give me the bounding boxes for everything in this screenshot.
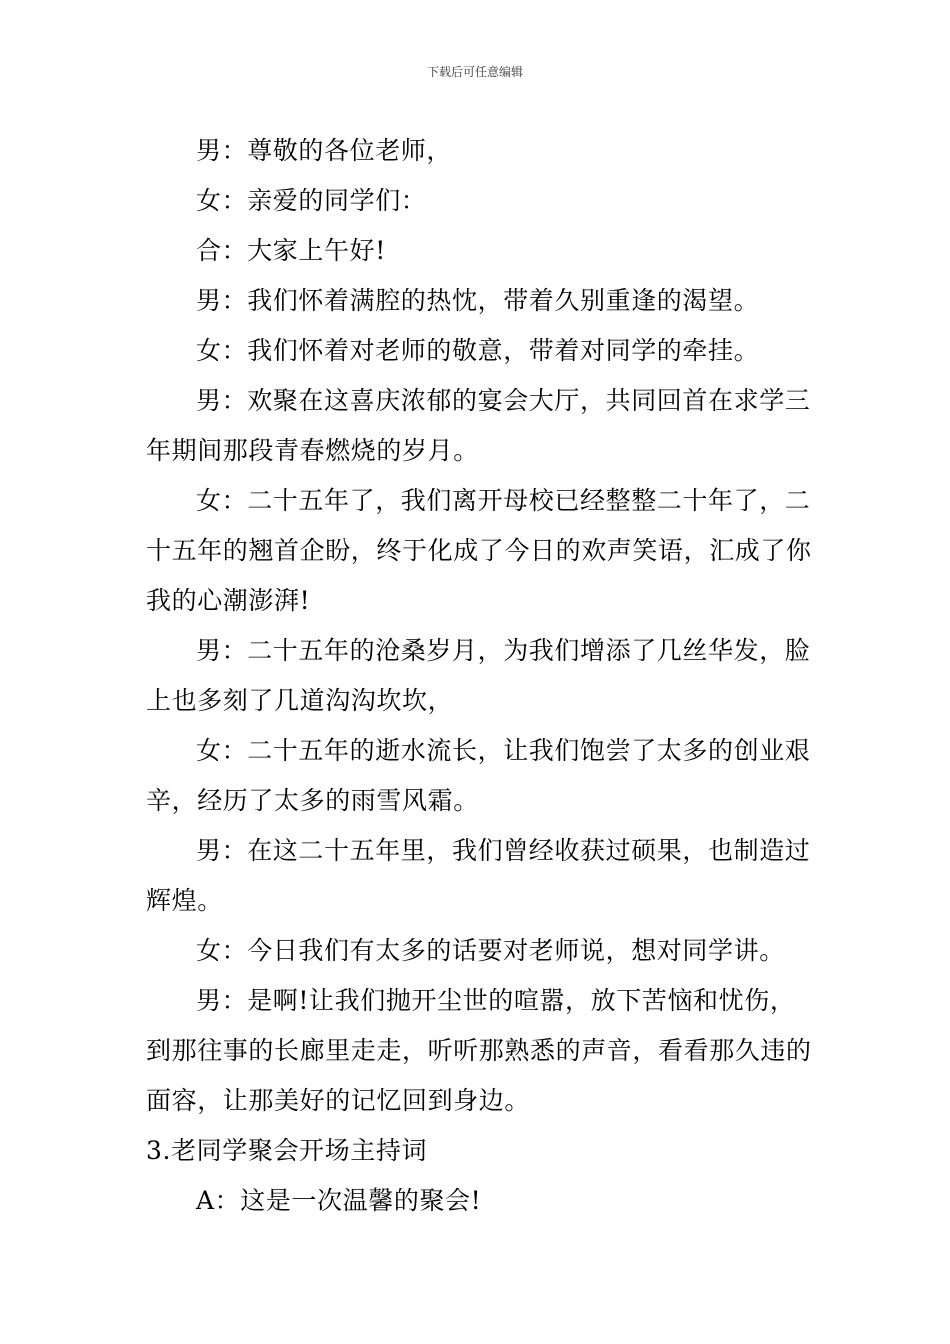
paragraph: 女：二十五年了，我们离开母校已经整整二十年了，二十五年的翘首企盼，终于化成了今日的欢声笑语，汇成了你我的心潮澎湃! — [146, 486, 812, 615]
paragraph: 女：亲爱的同学们： — [196, 186, 427, 215]
paragraph: 合：大家上午好! — [196, 236, 386, 265]
paragraph: A：这是一次温馨的聚会! — [196, 1186, 482, 1215]
paragraph: 男：在这二十五年里，我们曾经收获过硕果，也制造过辉煌。 — [146, 836, 811, 915]
paragraph: 男：我们怀着满腔的热忱，带着久别重逢的渴望。 — [196, 286, 760, 315]
paragraph: 女：我们怀着对老师的敬意，带着对同学的牵挂。 — [196, 336, 760, 365]
paragraph: 男：是啊!让我们抛开尘世的喧嚣，放下苦恼和忧伤，到那往事的长廊里走走，听听那熟悉的声音，看看那久违的面容，让那美好的记忆回到身边。 — [146, 986, 812, 1115]
paragraph: 女：今日我们有太多的话要对老师说，想对同学讲。 — [196, 936, 785, 965]
section-heading: 3.老同学聚会开场主持词 — [146, 1136, 428, 1165]
paragraph: 男：欢聚在这喜庆浓郁的宴会大厅，共同回首在求学三年期间那段青春燃烧的岁月。 — [146, 386, 811, 465]
header-note: 下载后可任意编辑 — [426, 65, 523, 79]
paragraph: 男：尊敬的各位老师， — [196, 136, 453, 165]
document-body — [146, 126, 812, 1226]
paragraph: 男：二十五年的沧桑岁月，为我们增添了几丝华发，脸上也多刻了几道沟沟坎坎， — [146, 636, 811, 715]
paragraph: 女：二十五年的逝水流长，让我们饱尝了太多的创业艰辛，经历了太多的雨雪风霜。 — [146, 736, 811, 815]
